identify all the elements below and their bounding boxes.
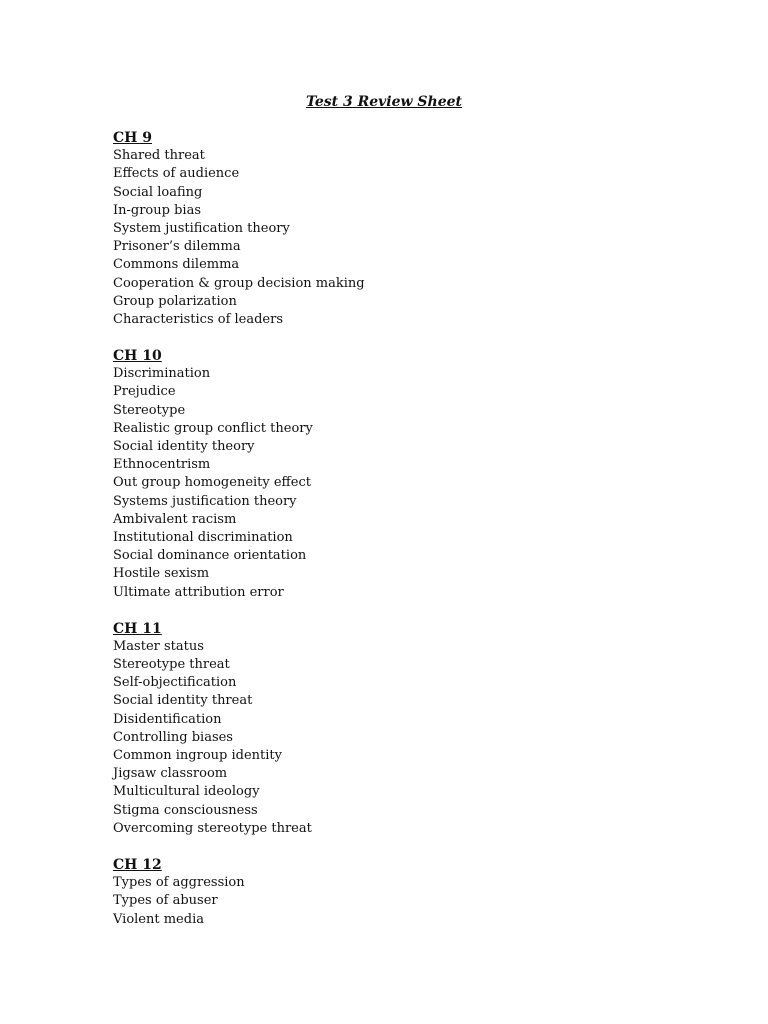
list-item: Self-objectification [113,675,237,691]
list-item: Ultimate attribution error [113,584,284,600]
list-item: Realistic group conflict theory [113,420,313,436]
list-item: Common ingroup identity [113,748,282,763]
list-item: Group polarization [113,293,237,309]
list-item: Stereotype [113,402,186,418]
list-item: Out group homogeneity effect [113,475,311,491]
list-item: Characteristics of leaders [113,311,284,327]
list-item: Social identity threat [113,693,253,709]
list-item: Effects of audience [113,166,240,182]
list-item: In-group bias [113,202,201,218]
list-item: Social loafing [113,184,203,200]
section-heading: CH 9 [113,130,152,146]
list-item: Stereotype threat [113,657,230,673]
list-item: Ambivalent racism [113,511,237,527]
list-item: System justification theory [113,220,290,236]
list-item: Cooperation & group decision making [113,275,365,291]
list-item: Master status [113,638,204,654]
list-item: Social identity theory [113,439,255,454]
section-item-list [113,874,673,929]
list-item: Prisoner’s dilemma [113,239,241,255]
list-item: Types of aggression [113,875,245,891]
section-item-list [113,638,673,838]
list-item: Commons dilemma [113,257,240,273]
list-item: Disidentification [113,711,222,727]
section-ch12 [113,856,673,929]
list-item: Shared threat [113,148,205,164]
section-ch11 [113,620,673,838]
document-content [113,129,673,947]
list-item: Social dominance orientation [113,548,307,564]
list-item: Ethnocentrism [113,457,211,473]
section-item-list [113,147,673,329]
list-item: Multicultural ideology [113,784,260,800]
list-item: Institutional discrimination [113,529,293,545]
section-heading: CH 10 [113,348,162,365]
section-heading: CH 12 [113,856,162,873]
list-item: Jigsaw classroom [113,766,228,782]
section-ch9 [113,129,673,329]
section-item-list [113,365,673,601]
section-ch10 [113,347,673,602]
list-item: Hostile sexism [113,566,210,582]
list-item: Prejudice [113,384,176,400]
list-item: Controlling biases [113,729,233,745]
list-item: Overcoming stereotype threat [113,820,312,836]
list-item: Violent media [113,911,204,927]
list-item: Stigma consciousness [113,802,258,818]
section-heading: CH 11 [113,620,162,637]
list-item: Systems justification theory [113,493,297,509]
list-item: Discrimination [113,366,211,382]
list-item: Types of abuser [113,893,218,909]
document-title: Test 3 Review Sheet [306,94,462,110]
